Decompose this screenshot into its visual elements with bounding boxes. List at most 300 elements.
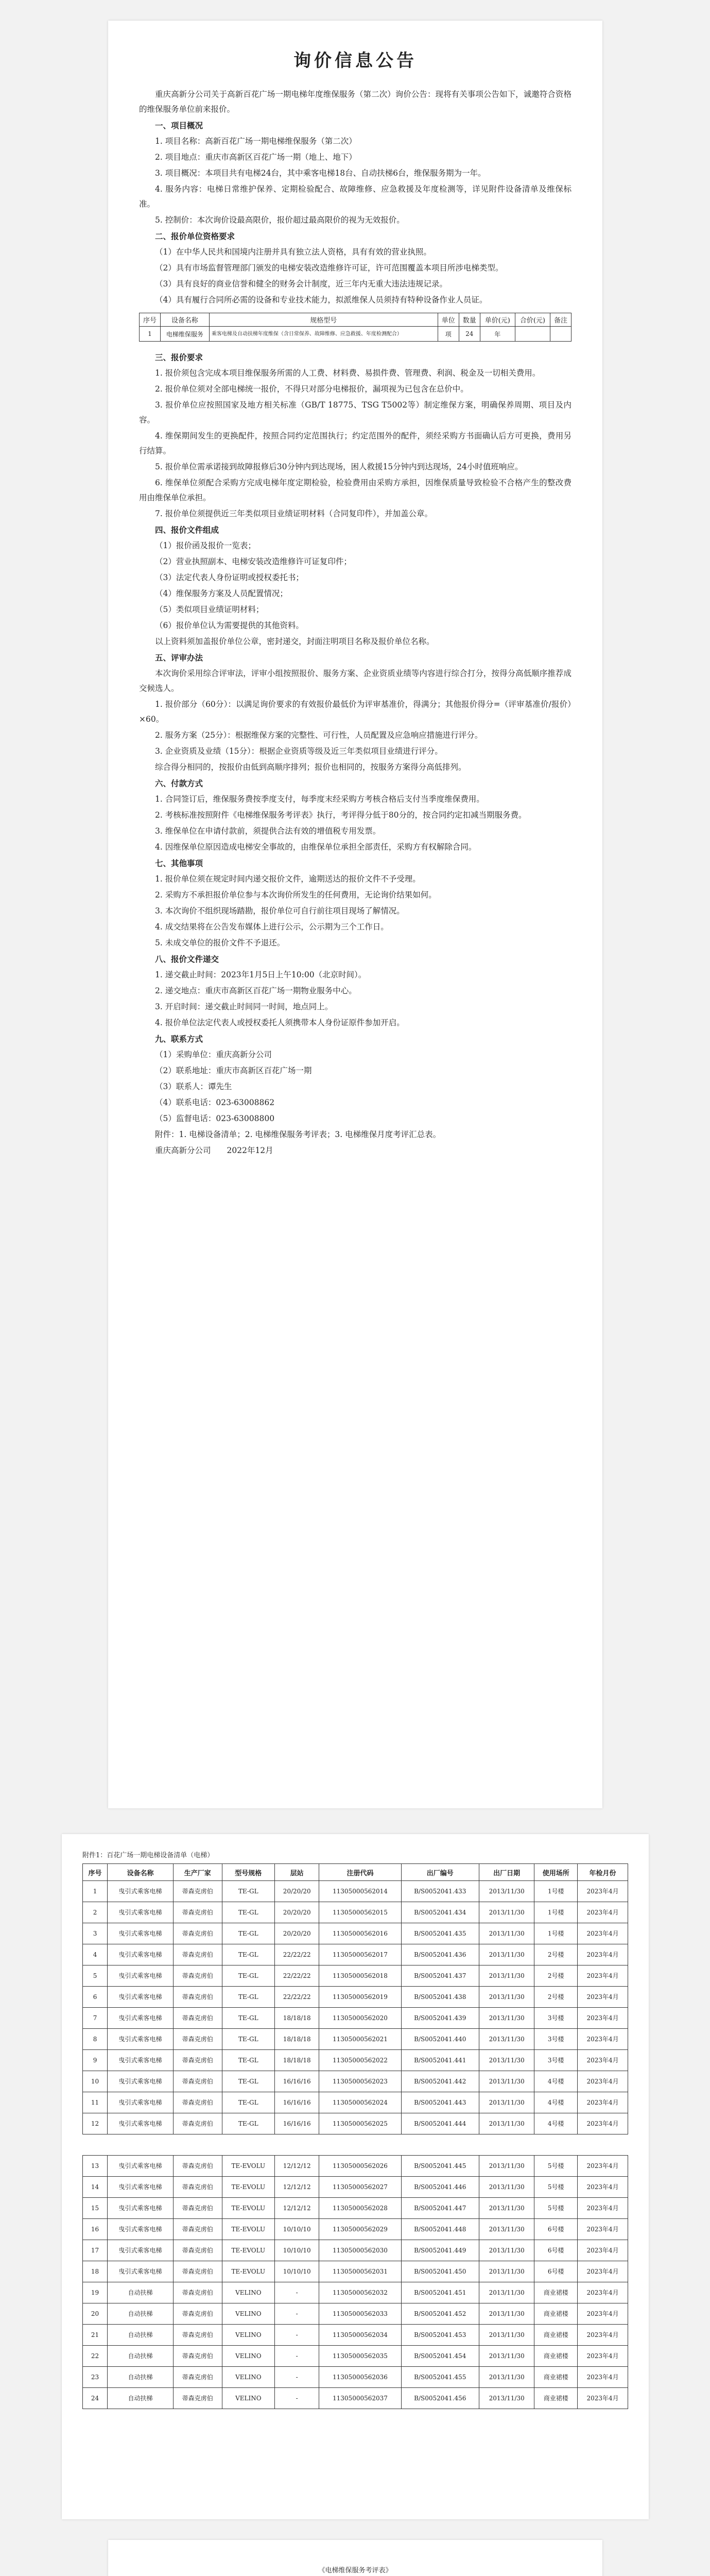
notice-paragraph: （3）联系人：谭先生 (155, 1082, 232, 1091)
equipment-table (82, 1863, 628, 2409)
table-cell: 2023年4月 (578, 2092, 628, 2113)
notice-paragraph: 以上资料须加盖报价单位公章，密封递交，封面注明项目名称及报价单位名称。 (155, 637, 435, 646)
table-cell: 曳引式乘客电梯 (108, 1902, 174, 1923)
table-cell: B/S0052041.438 (401, 1987, 479, 2008)
notice-paragraph: 重庆高新分公司 2022年12月 (155, 1146, 273, 1155)
table-cell: 2023年4月 (578, 1923, 628, 1944)
notice-paragraph: 重庆高新分公司关于高新百花广场一期电梯年度维保服务（第二次）询价公告：现将有关事项公告如下，诚邀符合资格的维保服务单位前来报价。 (139, 90, 572, 114)
table-cell: B/S0052041.440 (401, 2029, 479, 2050)
notice-paragraph: 1. 合同签订后，维保服务费按季度支付，每季度末经采购方考核合格后支付当季度维保费用。 (155, 794, 484, 804)
table-cell: VELINO (222, 2282, 274, 2303)
table-cell: 11 (83, 2092, 108, 2113)
equipment-row (83, 1944, 628, 1965)
table-cell: 乘客电梯及自动扶梯年度维保（含日常保养、故障维修、应急救援、年度检测配合） (209, 327, 438, 342)
table-cell: 11305000562036 (319, 2367, 401, 2388)
table-cell: 1号楼 (534, 1902, 578, 1923)
table-cell: 2013/11/30 (479, 2325, 534, 2346)
table-cell: TE-GL (222, 2050, 274, 2071)
table-cell: B/S0052041.448 (401, 2219, 479, 2240)
equipment-row (83, 2198, 628, 2219)
table-cell: 18/18/18 (274, 2029, 319, 2050)
notice-paragraph: 五、评审办法 (155, 653, 203, 663)
notice-paragraph: （6）报价单位认为需要提供的其他资料。 (155, 621, 304, 630)
table-cell: 自动扶梯 (108, 2325, 174, 2346)
table-cell: 曳引式乘客电梯 (108, 1923, 174, 1944)
notice-paragraph: 5. 未成交单位的报价文件不予退还。 (155, 938, 285, 947)
notice-paragraph: 1. 报价部分（60分）：以满足询价要求的有效报价最低价为评审基准价，得满分；其他报价得分=（评审基准价/报价）×60。 (139, 700, 572, 724)
table-cell: 2013/11/30 (479, 2388, 534, 2409)
table-cell: 曳引式乘客电梯 (108, 2008, 174, 2029)
table-cell: B/S0052041.439 (401, 2008, 479, 2029)
table-cell: 20/20/20 (274, 1881, 319, 1902)
table-cell: 2023年4月 (578, 2008, 628, 2029)
table-cell: 自动扶梯 (108, 2388, 174, 2409)
table-cell: 16/16/16 (274, 2113, 319, 2134)
table-cell: 5号楼 (534, 2198, 578, 2219)
table-cell: 曳引式乘客电梯 (108, 1881, 174, 1902)
table-cell: 16/16/16 (274, 2092, 319, 2113)
table-cell: 自动扶梯 (108, 2346, 174, 2367)
table-cell: 5号楼 (534, 2156, 578, 2177)
table-cell: 17 (83, 2240, 108, 2261)
table-cell: 2023年4月 (578, 2240, 628, 2261)
table-cell: 11305000562027 (319, 2177, 401, 2198)
table-cell: 蒂森克虏伯 (173, 2346, 222, 2367)
notice-paragraph: （1）在中华人民共和国境内注册并具有独立法人资格，具有有效的营业执照。 (155, 247, 431, 257)
table-cell: VELINO (222, 2346, 274, 2367)
table-cell: TE-GL (222, 1944, 274, 1965)
table-cell: TE-EVOLU (222, 2198, 274, 2219)
table-cell: 2013/11/30 (479, 1902, 534, 1923)
equipment-header-cell: 生产厂家 (173, 1864, 222, 1881)
equipment-row (83, 1923, 628, 1944)
table-cell: 曳引式乘客电梯 (108, 2113, 174, 2134)
notice-paragraph: 一、项目概况 (155, 121, 203, 130)
table-cell: 10/10/10 (274, 2261, 319, 2282)
table-cell: VELINO (222, 2303, 274, 2325)
notice-paragraph: 三、报价要求 (155, 352, 203, 362)
table-cell: TE-GL (222, 2071, 274, 2092)
table-cell: 3号楼 (534, 2050, 578, 2071)
equipment-header-cell: 注册代码 (319, 1864, 401, 1881)
notice-paragraph: 3. 报价单位应按照国家及地方相关标准（GB/T 18775、TSG T5002等）制定维保方案，明确保养周期、项目及内容。 (139, 400, 572, 425)
table-cell: 10/10/10 (274, 2240, 319, 2261)
notice-paragraph: 4. 报价单位法定代表人或授权委托人须携带本人身份证原件参加开启。 (155, 1018, 405, 1027)
table-cell: 19 (83, 2282, 108, 2303)
table-cell: 18/18/18 (274, 2050, 319, 2071)
table-cell: 7 (83, 2008, 108, 2029)
table-cell: 蒂森克虏伯 (173, 2008, 222, 2029)
table-cell: 曳引式乘客电梯 (108, 2261, 174, 2282)
equipment-row (83, 2071, 628, 2092)
notice-paragraph: （5）类似项目业绩证明材料； (155, 605, 264, 614)
notice-paragraph: 5. 控制价：本次询价设最高限价，报价超过最高限价的视为无效报价。 (155, 215, 405, 225)
table-cell: 2023年4月 (578, 2388, 628, 2409)
equipment-header-cell: 出厂日期 (479, 1864, 534, 1881)
table-cell: - (274, 2325, 319, 2346)
table-cell: 蒂森克虏伯 (173, 1881, 222, 1902)
table-cell: 2013/11/30 (479, 2113, 534, 2134)
table-cell: 22 (83, 2346, 108, 2367)
table-cell: 20/20/20 (274, 1902, 319, 1923)
table-cell: 2013/11/30 (479, 1944, 534, 1965)
table-cell: 自动扶梯 (108, 2303, 174, 2325)
table-cell: 蒂森克虏伯 (173, 1944, 222, 1965)
table-cell: - (274, 2303, 319, 2325)
table-cell: 3号楼 (534, 2029, 578, 2050)
table-cell: 11305000562031 (319, 2261, 401, 2282)
notice-body-continued (139, 350, 572, 1158)
table-cell: 蒂森克虏伯 (173, 1923, 222, 1944)
notice-paragraph: 七、其他事项 (155, 858, 203, 868)
quote-header-cell: 备注 (550, 313, 571, 327)
table-cell: 曳引式乘客电梯 (108, 2177, 174, 2198)
notice-paragraph: 3. 本次询价不组织现场踏勘，报价单位可自行前往项目现场了解情况。 (155, 906, 405, 916)
table-cell: 11305000562037 (319, 2388, 401, 2409)
table-cell: B/S0052041.454 (401, 2346, 479, 2367)
table-cell: B/S0052041.447 (401, 2198, 479, 2219)
table-cell: 蒂森克虏伯 (173, 2198, 222, 2219)
table-cell: 曳引式乘客电梯 (108, 1987, 174, 2008)
table-cell: 18 (83, 2261, 108, 2282)
table-cell: 6 (83, 1987, 108, 2008)
table-cell: 曳引式乘客电梯 (108, 2198, 174, 2219)
notice-paragraph: 二、报价单位资格要求 (155, 231, 235, 241)
table-cell: 商业裙楼 (534, 2282, 578, 2303)
notice-paragraph: （1）采购单位：重庆高新分公司 (155, 1050, 272, 1059)
notice-paragraph: 2. 采购方不承担报价单位参与本次询价所发生的任何费用，无论询价结果如何。 (155, 890, 437, 900)
equipment-header-cell: 序号 (83, 1864, 108, 1881)
table-cell: 11305000562029 (319, 2219, 401, 2240)
notice-paragraph: 八、报价文件递交 (155, 954, 219, 964)
table-cell: 2013/11/30 (479, 2240, 534, 2261)
table-cell: B/S0052041.435 (401, 1923, 479, 1944)
equipment-table-header (83, 1864, 628, 1881)
table-cell: 蒂森克虏伯 (173, 2325, 222, 2346)
table-cell: 11305000562021 (319, 2029, 401, 2050)
quote-header-cell: 数量 (459, 313, 480, 327)
table-cell: 2023年4月 (578, 2261, 628, 2282)
table-cell: - (274, 2388, 319, 2409)
table-cell: 蒂森克虏伯 (173, 2071, 222, 2092)
table-cell: 5 (83, 1965, 108, 1987)
table-cell: 11305000562018 (319, 1965, 401, 1987)
table-cell: 9 (83, 2050, 108, 2071)
page-gap (83, 2134, 628, 2156)
table-cell: 11305000562024 (319, 2092, 401, 2113)
table-cell: 3 (83, 1923, 108, 1944)
table-cell: 2023年4月 (578, 2050, 628, 2071)
table-cell: 2013/11/30 (479, 2346, 534, 2367)
table-cell: 12/12/12 (274, 2177, 319, 2198)
table-cell: 22/22/22 (274, 1987, 319, 2008)
table-cell: 2023年4月 (578, 2071, 628, 2092)
table-cell: 曳引式乘客电梯 (108, 2029, 174, 2050)
table-cell: 蒂森克虏伯 (173, 1987, 222, 2008)
table-cell: TE-EVOLU (222, 2240, 274, 2261)
table-cell: 2023年4月 (578, 1965, 628, 1987)
table-cell: B/S0052041.456 (401, 2388, 479, 2409)
table-cell: 8 (83, 2029, 108, 2050)
table-cell: 23 (83, 2367, 108, 2388)
table-cell: 4号楼 (534, 2071, 578, 2092)
table-cell: 蒂森克虏伯 (173, 2219, 222, 2240)
table-cell: 11305000562015 (319, 1902, 401, 1923)
notice-paragraph: （1）报价函及报价一览表； (155, 541, 256, 550)
notice-paragraph: 综合得分相同的，按报价由低到高顺序排列；报价也相同的，按服务方案得分高低排列。 (155, 762, 466, 772)
table-cell: 2013/11/30 (479, 1965, 534, 1987)
table-cell: 2013/11/30 (479, 2261, 534, 2282)
table-cell: 5号楼 (534, 2177, 578, 2198)
table-cell: 12/12/12 (274, 2198, 319, 2219)
table-cell: TE-GL (222, 1881, 274, 1902)
table-cell: 自动扶梯 (108, 2367, 174, 2388)
table-cell: VELINO (222, 2388, 274, 2409)
table-cell: - (274, 2346, 319, 2367)
table-cell: 商业裙楼 (534, 2303, 578, 2325)
table-cell: 4号楼 (534, 2113, 578, 2134)
equipment-header-cell: 年检月份 (578, 1864, 628, 1881)
table-cell: 2023年4月 (578, 2177, 628, 2198)
table-cell: 4 (83, 1944, 108, 1965)
table-cell: 18/18/18 (274, 2008, 319, 2029)
table-cell: 蒂森克虏伯 (173, 2156, 222, 2177)
table-cell: 24 (459, 327, 480, 342)
equipment-row (83, 2219, 628, 2240)
table-cell: B/S0052041.443 (401, 2092, 479, 2113)
notice-paragraph: 1. 报价单位须在规定时间内递交报价文件，逾期送达的报价文件不予受理。 (155, 874, 421, 884)
table-cell: B/S0052041.436 (401, 1944, 479, 1965)
table-cell: 2号楼 (534, 1944, 578, 1965)
table-cell: 2023年4月 (578, 2113, 628, 2134)
notice-paragraph: 5. 报价单位需承诺接到故障报修后30分钟内到达现场，困人救援15分钟内到达现场，24小时值班响应。 (155, 462, 523, 471)
table-cell: 15 (83, 2198, 108, 2219)
table-cell: VELINO (222, 2325, 274, 2346)
table-cell: 曳引式乘客电梯 (108, 2092, 174, 2113)
table-cell: 1 (83, 1881, 108, 1902)
table-cell: 11305000562025 (319, 2113, 401, 2134)
notice-paragraph: 1. 项目名称：高新百花广场一期电梯维保服务（第二次） (155, 137, 357, 146)
table-cell: B/S0052041.455 (401, 2367, 479, 2388)
table-cell: 2013/11/30 (479, 2303, 534, 2325)
table-cell: 蒂森克虏伯 (173, 2388, 222, 2409)
table-cell: B/S0052041.452 (401, 2303, 479, 2325)
notice-paragraph: 2. 考核标准按照附件《电梯维保服务考评表》执行，考评得分低于80分的，按合同约定扣减当期服务费。 (155, 810, 527, 820)
table-cell: 蒂森克虏伯 (173, 2113, 222, 2134)
table-cell: B/S0052041.441 (401, 2050, 479, 2071)
table-cell: 蒂森克虏伯 (173, 2177, 222, 2198)
quote-header-cell: 合价(元) (515, 313, 550, 327)
notice-paragraph: 3. 项目概况：本项目共有电梯24台，其中乘客电梯18台、自动扶梯6台，维保服务期为一年。 (155, 168, 486, 178)
table-cell: 2023年4月 (578, 1944, 628, 1965)
table-cell: B/S0052041.449 (401, 2240, 479, 2261)
table-cell: 2013/11/30 (479, 1923, 534, 1944)
table-cell: B/S0052041.453 (401, 2325, 479, 2346)
table-cell: 2023年4月 (578, 1902, 628, 1923)
table-cell: 1号楼 (534, 1923, 578, 1944)
notice-paragraph: 4. 服务内容：电梯日常维护保养、定期检验配合、故障维修、应急救援及年度检测等，详见附件设备清单及维保标准。 (139, 184, 572, 209)
table-cell: 20 (83, 2303, 108, 2325)
quote-table (139, 313, 572, 342)
table-cell: 电梯维保服务 (161, 327, 210, 342)
table-cell: 16/16/16 (274, 2071, 319, 2092)
equipment-row (83, 1881, 628, 1902)
notice-paragraph: 附件：1. 电梯设备清单；2. 电梯维保服务考评表；3. 电梯维保月度考评汇总表。 (155, 1130, 441, 1139)
table-cell: 20/20/20 (274, 1923, 319, 1944)
table-cell: 6号楼 (534, 2261, 578, 2282)
notice-paragraph: 6. 维保单位须配合采购方完成电梯年度定期检验，检验费用由采购方承担，因维保质量导致检验不合格产生的整改费用由维保单位承担。 (139, 478, 572, 502)
table-cell: 2013/11/30 (479, 2367, 534, 2388)
table-cell: 蒂森克虏伯 (173, 1902, 222, 1923)
notice-paragraph: 3. 维保单位在申请付款前，须提供合法有效的增值税专用发票。 (155, 826, 381, 836)
quote-row (140, 327, 572, 342)
notice-paragraph: 4. 因维保单位原因造成电梯安全事故的，由维保单位承担全部责任，采购方有权解除合同。 (155, 842, 477, 852)
equipment-row (83, 2367, 628, 2388)
table-cell: TE-EVOLU (222, 2219, 274, 2240)
table-cell: TE-EVOLU (222, 2156, 274, 2177)
table-cell: 14 (83, 2177, 108, 2198)
evaluation-caption: 《电梯维保服务考评表》 (318, 2567, 392, 2574)
notice-paragraph: （5）监督电话：023-63008800 (155, 1114, 275, 1123)
notice-paragraph: （3）具有良好的商业信誉和健全的财务会计制度，近三年内无重大违法违规记录。 (155, 279, 447, 289)
notice-paragraph: 1. 报价须包含完成本项目维保服务所需的人工费、材料费、易损件费、管理费、利润、税金及一切相关费用。 (155, 368, 541, 378)
table-cell: 2023年4月 (578, 2282, 628, 2303)
table-cell: 12/12/12 (274, 2156, 319, 2177)
quote-header-cell: 单价(元) (480, 313, 515, 327)
table-cell: TE-EVOLU (222, 2261, 274, 2282)
table-cell: 2013/11/30 (479, 1881, 534, 1902)
equipment-header-cell: 使用场所 (534, 1864, 578, 1881)
table-cell: B/S0052041.433 (401, 1881, 479, 1902)
evaluation-page (108, 2540, 602, 2576)
table-cell (550, 327, 571, 342)
equipment-row (83, 1965, 628, 1987)
notice-paragraph: 2. 项目地点：重庆市高新区百花广场一期（地上、地下） (155, 152, 357, 162)
table-cell: 6号楼 (534, 2219, 578, 2240)
table-cell: 2013/11/30 (479, 2177, 534, 2198)
equipment-row (83, 2388, 628, 2409)
table-cell: 2023年4月 (578, 2303, 628, 2325)
quote-header-cell: 序号 (140, 313, 161, 327)
table-cell: 2013/11/30 (479, 2008, 534, 2029)
equipment-row (83, 2282, 628, 2303)
notice-paragraph: 2. 报价单位须对全部电梯统一报价，不得只对部分电梯报价，漏项视为已包含在总价中。 (155, 384, 469, 394)
table-cell: 2 (83, 1902, 108, 1923)
equipment-row (83, 2303, 628, 2325)
table-cell: 蒂森克虏伯 (173, 2282, 222, 2303)
equipment-row (83, 2177, 628, 2198)
page-gap-cell (83, 2134, 628, 2156)
table-cell: 曳引式乘客电梯 (108, 2156, 174, 2177)
table-cell: 22/22/22 (274, 1944, 319, 1965)
table-cell: 13 (83, 2156, 108, 2177)
notice-paragraph: 九、联系方式 (155, 1034, 203, 1044)
table-cell: 2号楼 (534, 1987, 578, 2008)
table-cell: 1 (140, 327, 161, 342)
notice-paragraph: （3）法定代表人身份证明或授权委托书； (155, 573, 304, 582)
notice-paragraph: 4. 成交结果将在公告发布媒体上进行公示，公示期为三个工作日。 (155, 922, 389, 931)
table-cell: 21 (83, 2325, 108, 2346)
table-cell: TE-GL (222, 1987, 274, 2008)
notice-paragraph: 7. 报价单位须提供近三年类似项目业绩证明材料（合同复印件），并加盖公章。 (155, 509, 432, 518)
table-cell: 项 (438, 327, 459, 342)
table-cell: 10/10/10 (274, 2219, 319, 2240)
table-cell: 商业裙楼 (534, 2367, 578, 2388)
table-cell: 蒂森克虏伯 (173, 2050, 222, 2071)
table-cell: 3号楼 (534, 2008, 578, 2029)
notice-paragraph: 六、付款方式 (155, 778, 203, 788)
equipment-row (83, 2029, 628, 2050)
table-cell (515, 327, 550, 342)
table-cell: VELINO (222, 2367, 274, 2388)
equipment-header-cell: 层站 (274, 1864, 319, 1881)
table-cell: 11305000562034 (319, 2325, 401, 2346)
table-cell: 曳引式乘客电梯 (108, 2071, 174, 2092)
equipment-row (83, 2240, 628, 2261)
table-cell: 曳引式乘客电梯 (108, 1965, 174, 1987)
table-cell: 蒂森克虏伯 (173, 2092, 222, 2113)
notice-paragraph: （4）联系电话：023-63008862 (155, 1098, 275, 1107)
table-cell: 2013/11/30 (479, 2198, 534, 2219)
equipment-row (83, 2156, 628, 2177)
table-cell: 11305000562026 (319, 2156, 401, 2177)
notice-body (139, 87, 572, 308)
table-cell: 11305000562016 (319, 1923, 401, 1944)
notice-paragraph: 3. 开启时间：递交截止时间同一时间，地点同上。 (155, 1002, 333, 1011)
table-cell: 2013/11/30 (479, 2050, 534, 2071)
equipment-list-page (62, 1834, 649, 2519)
table-cell: TE-GL (222, 1902, 274, 1923)
table-cell: B/S0052041.442 (401, 2071, 479, 2092)
table-cell: 11305000562028 (319, 2198, 401, 2219)
table-cell: 蒂森克虏伯 (173, 1965, 222, 1987)
table-cell: 商业裙楼 (534, 2325, 578, 2346)
equipment-row (83, 2050, 628, 2071)
equipment-row (83, 2325, 628, 2346)
table-cell: - (274, 2282, 319, 2303)
table-cell: B/S0052041.446 (401, 2177, 479, 2198)
notice-page (108, 21, 602, 1808)
notice-paragraph: 2. 服务方案（25分）：根据维保方案的完整性、可行性，人员配置及应急响应措施进行评分。 (155, 731, 483, 740)
table-cell: 11305000562020 (319, 2008, 401, 2029)
table-cell: 2023年4月 (578, 2367, 628, 2388)
table-cell: 2013/11/30 (479, 1987, 534, 2008)
table-cell: TE-GL (222, 2008, 274, 2029)
table-cell: 2023年4月 (578, 2219, 628, 2240)
notice-paragraph: 本次询价采用综合评审法，评审小组按照报价、服务方案、企业资质业绩等内容进行综合打分，按得分高低顺序推荐成交候选人。 (139, 669, 572, 693)
notice-paragraph: （2）具有市场监督管理部门颁发的电梯安装改造维修许可证，许可范围覆盖本项目所涉电梯类型。 (155, 263, 504, 273)
quote-header-cell: 单位 (438, 313, 459, 327)
equipment-row (83, 2113, 628, 2134)
table-cell: 22/22/22 (274, 1965, 319, 1987)
table-cell: 蒂森克虏伯 (173, 2303, 222, 2325)
table-cell: 2013/11/30 (479, 2282, 534, 2303)
table-cell: B/S0052041.444 (401, 2113, 479, 2134)
table-cell: 曳引式乘客电梯 (108, 2219, 174, 2240)
table-cell: 2023年4月 (578, 1881, 628, 1902)
table-cell: 2023年4月 (578, 1987, 628, 2008)
table-cell: 11305000562030 (319, 2240, 401, 2261)
equipment-header-cell: 型号规格 (222, 1864, 274, 1881)
table-cell: TE-GL (222, 2029, 274, 2050)
table-cell: 2023年4月 (578, 2198, 628, 2219)
table-cell: TE-GL (222, 1923, 274, 1944)
table-cell: 2023年4月 (578, 2346, 628, 2367)
equipment-list-label: 附件1：百花广场一期电梯设备清单（电梯） (82, 1852, 214, 1859)
table-cell: TE-GL (222, 1965, 274, 1987)
equipment-row (83, 2261, 628, 2282)
table-cell: 1号楼 (534, 1881, 578, 1902)
